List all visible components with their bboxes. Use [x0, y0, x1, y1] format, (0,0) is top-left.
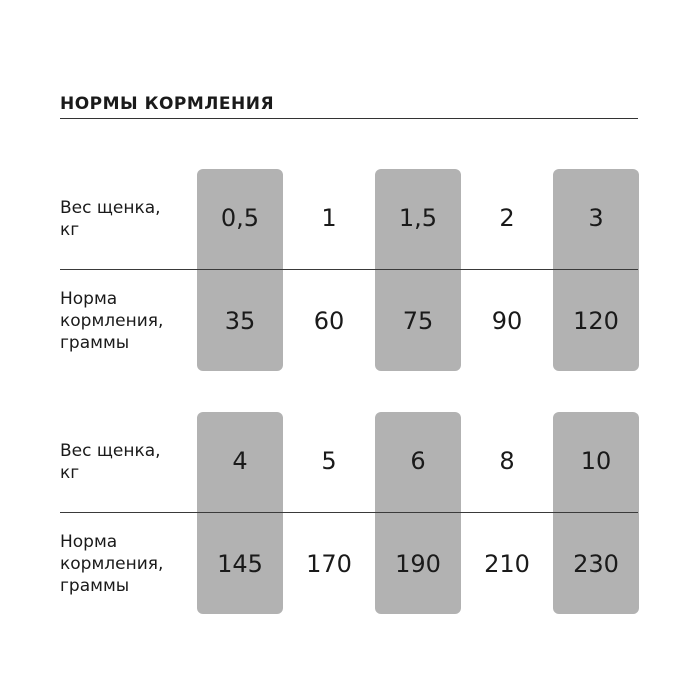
norm-cell: 75 [402, 307, 434, 335]
highlight-column [553, 412, 639, 614]
row-label-weight: Вес щенка, кг [60, 198, 161, 240]
highlight-column [197, 412, 283, 614]
highlight-column [197, 169, 283, 371]
row-label-weight: Вес щенка, кг [60, 441, 161, 483]
weight-cell: 4 [232, 447, 248, 475]
title-divider [60, 118, 638, 119]
norm-cell: 90 [491, 307, 523, 335]
norm-cell: 120 [573, 307, 619, 335]
row-label-norm: Норма кормления, граммы [60, 289, 164, 353]
norm-cell: 35 [224, 307, 256, 335]
highlight-column [553, 169, 639, 371]
row-label-norm: Норма кормления, граммы [60, 532, 164, 596]
weight-cell: 3 [588, 204, 604, 232]
weight-cell: 8 [499, 447, 515, 475]
highlight-column [375, 169, 461, 371]
weight-cell: 1,5 [398, 204, 438, 232]
norm-cell: 60 [313, 307, 345, 335]
norm-cell: 190 [395, 550, 441, 578]
feeding-table-2 [0, 412, 700, 614]
weight-cell: 6 [410, 447, 426, 475]
highlight-column [375, 412, 461, 614]
weight-cell: 10 [580, 447, 612, 475]
norm-cell: 210 [484, 550, 530, 578]
weight-cell: 0,5 [220, 204, 260, 232]
norm-cell: 145 [217, 550, 263, 578]
norm-cell: 170 [306, 550, 352, 578]
weight-cell: 1 [321, 204, 337, 232]
row-divider [60, 269, 638, 270]
weight-cell: 5 [321, 447, 337, 475]
norm-cell: 230 [573, 550, 619, 578]
weight-cell: 2 [499, 204, 515, 232]
row-divider [60, 512, 638, 513]
feeding-table-1 [0, 169, 700, 371]
page-title: НОРМЫ КОРМЛЕНИЯ [60, 94, 275, 114]
